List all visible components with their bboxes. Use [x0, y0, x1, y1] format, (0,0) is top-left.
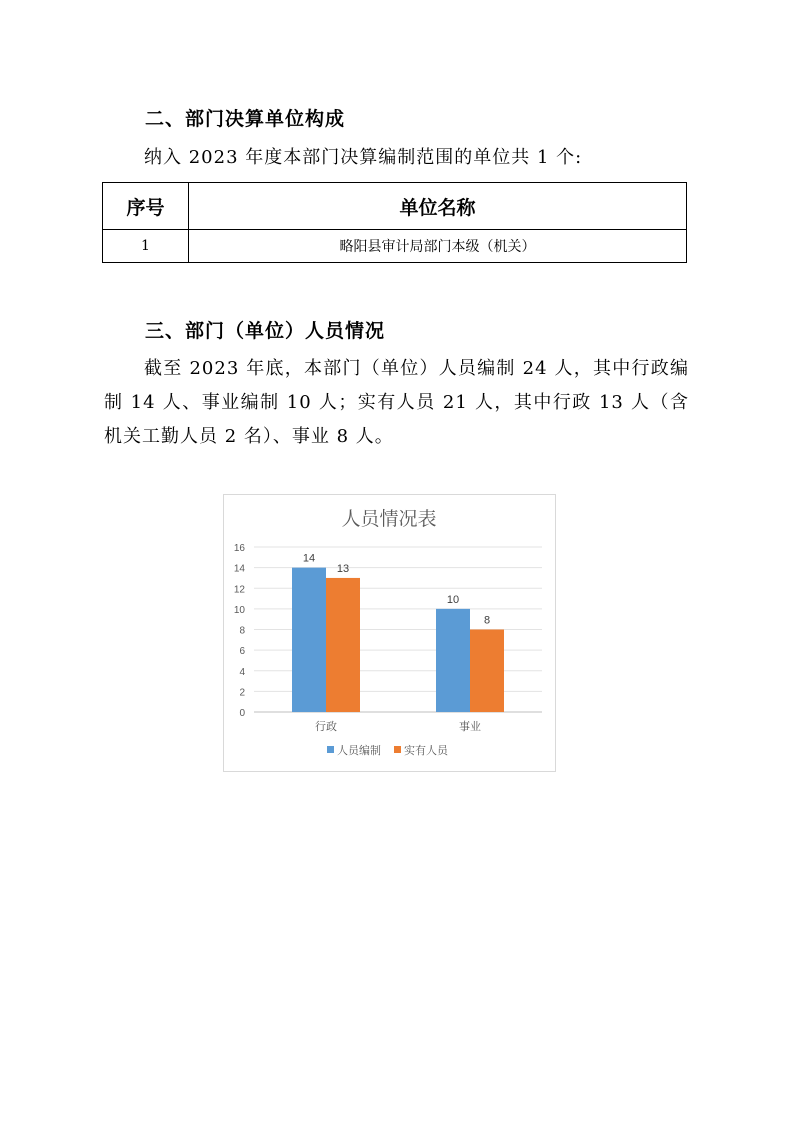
- bar: [470, 630, 504, 713]
- data-label: 8: [483, 614, 491, 627]
- bar: [292, 568, 326, 712]
- y-tick-label: 6: [239, 646, 245, 658]
- y-tick-label: 14: [233, 563, 245, 575]
- y-tick-label: 12: [233, 584, 245, 596]
- section3-heading: 三、部门（单位）人员情况: [145, 320, 386, 342]
- chart-canvas: [224, 495, 555, 771]
- y-tick-label: 4: [239, 666, 245, 678]
- section2-intro: 纳入 2023 年度本部门决算编制范围的单位共 1 个:: [144, 147, 583, 168]
- table-row: [103, 230, 687, 263]
- row-index: 1: [103, 230, 189, 263]
- header-index: 序号: [103, 183, 189, 230]
- y-tick-label: 8: [239, 625, 245, 637]
- y-tick-label: 0: [239, 708, 245, 719]
- legend-swatch: [394, 746, 401, 753]
- bar: [326, 578, 360, 712]
- x-tick-label: 行政: [315, 720, 337, 733]
- y-tick-label: 2: [239, 687, 245, 699]
- staff-chart: [223, 494, 556, 772]
- bar: [436, 609, 470, 712]
- unit-table-header: [103, 183, 687, 230]
- legend-label: 人员编制: [337, 744, 381, 757]
- y-tick-label: 16: [233, 543, 245, 554]
- legend-swatch: [327, 746, 334, 753]
- row-name: 略阳县审计局部门本级（机关）: [189, 230, 687, 263]
- x-tick-label: 事业: [459, 720, 481, 733]
- section2-heading: 二、部门决算单位构成: [145, 108, 346, 130]
- legend-label: 实有人员: [404, 744, 448, 757]
- unit-table: [102, 182, 687, 263]
- header-name: 单位名称: [189, 183, 687, 230]
- data-label: 10: [446, 593, 460, 606]
- data-label: 14: [302, 552, 316, 565]
- data-label: 13: [336, 562, 350, 575]
- y-tick-label: 10: [233, 604, 245, 616]
- section3-paragraph: 截至 2023 年底，本部门（单位）人员编制 24 人，其中行政编制 14 人、事业编制 10 人；实有人员 21 人，其中行政 13 人（含机关工勤人员 2 名）、事业 8 人。: [104, 358, 689, 447]
- chart-title: 人员情况表: [341, 509, 437, 530]
